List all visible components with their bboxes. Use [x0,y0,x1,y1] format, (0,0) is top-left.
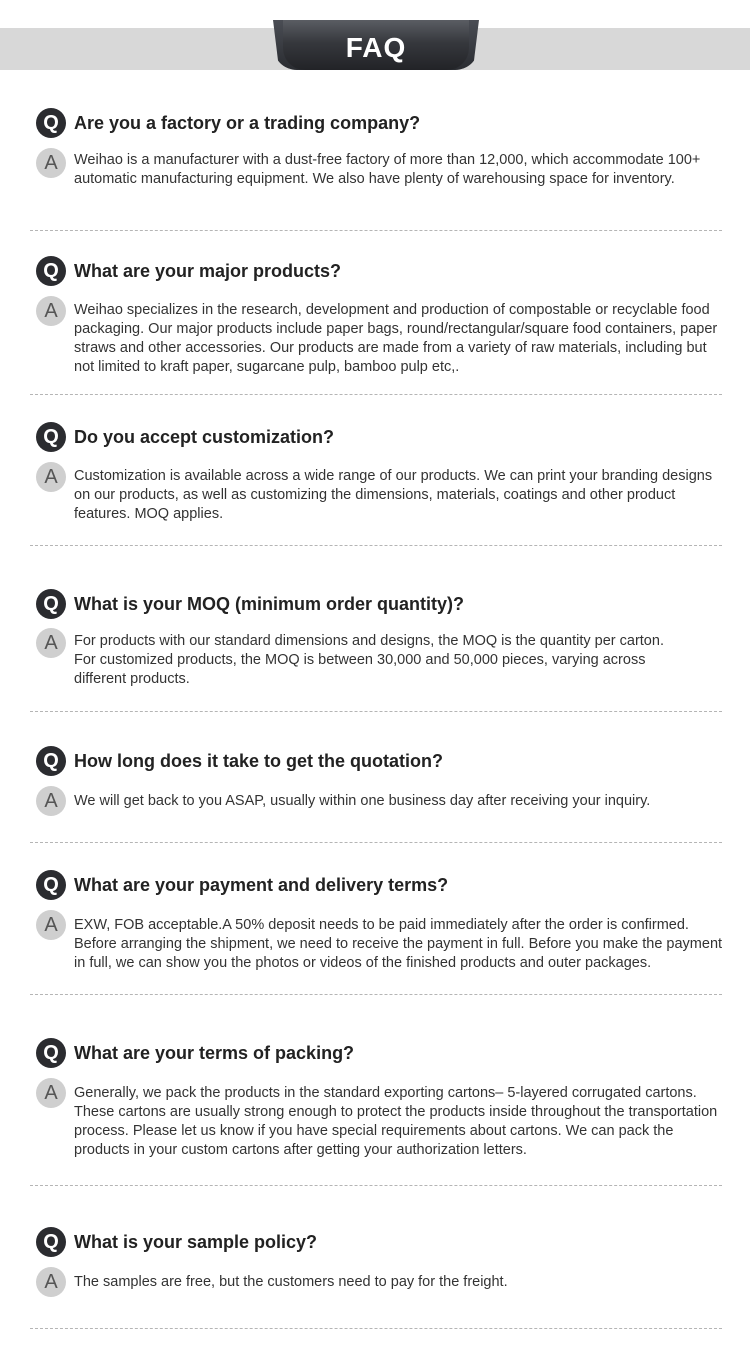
faq-question: Do you accept customization? [74,427,335,447]
page-title: FAQ [345,32,407,63]
question-badge: Q [36,422,66,452]
faq-question: What are your payment and delivery terms? [74,875,449,895]
divider [30,1185,722,1186]
faq-question: How long does it take to get the quotation? [74,751,443,771]
divider [30,545,722,546]
question-badge: Q [36,108,66,138]
answer-badge: A [36,1078,66,1108]
answer-badge: A [36,910,66,940]
answer-badge: A [36,1267,66,1297]
faq-question: What is your MOQ (minimum order quantity)? [74,594,465,614]
divider [30,994,722,995]
faq-answer: The samples are free, but the customers need to pay for the freight. [74,1274,508,1290]
answer-badge: A [36,786,66,816]
answer-badge: A [36,462,66,492]
faq-answer: Generally, we pack the products in the standard exporting cartons– 5-layered corrugated cartons. These cartons are usually strong enough to protect the products inside throughout the transportation process. Please let us know if you have special requirements about cartons. We can pack the products in your custom cartons after getting your authorization letters. [74,1085,718,1158]
question-badge: Q [36,870,66,900]
divider [30,842,722,843]
faq-question: What are your terms of packing? [74,1043,355,1063]
question-badge: Q [36,746,66,776]
answer-badge: A [36,628,66,658]
faq-question: What are your major products? [74,261,342,281]
answer-badge: A [36,296,66,326]
faq-answer: EXW, FOB acceptable.A 50% deposit needs to be paid immediately after the order is confirmed. Before arranging the shipment, we need to receive the payment in full. Before you make the payment in full, we can show you the photos or videos of the finished products and outer packages. [74,917,723,971]
question-badge: Q [36,1038,66,1068]
faq-question: Are you a factory or a trading company? [74,113,421,133]
faq-answer: Customization is available across a wide range of our products. We can print your branding designs on our products, as well as customizing the dimensions, materials, coatings and other product features. MOQ applies. [74,468,713,522]
answer-badge: A [36,148,66,178]
question-badge: Q [36,589,66,619]
faq-answer: Weihao specializes in the research, development and production of compostable or recyclable food packaging. Our major products include paper bags, round/rectangular/square food containers, paper straws and other accessories. Our products are made from a variety of raw materials, including but not limited to kraft paper, sugarcane pulp, bamboo pulp etc,. [74,302,718,375]
faq-answer: For products with our standard dimensions and designs, the MOQ is the quantity per carton. For customized products, the MOQ is between 30,000 and 50,000 pieces, varying across different products. [74,633,664,687]
divider [30,230,722,231]
divider [30,1328,722,1329]
faq-question: What is your sample policy? [74,1232,318,1252]
question-badge: Q [36,1227,66,1257]
divider [30,394,722,395]
divider [30,711,722,712]
question-badge: Q [36,256,66,286]
faq-answer: Weihao is a manufacturer with a dust-free factory of more than 12,000, which accommodate 100+ automatic manufacturing equipment. We also have plenty of warehousing space for inventory. [74,152,701,187]
faq-answer: We will get back to you ASAP, usually within one business day after receiving your inquiry. [74,793,651,809]
